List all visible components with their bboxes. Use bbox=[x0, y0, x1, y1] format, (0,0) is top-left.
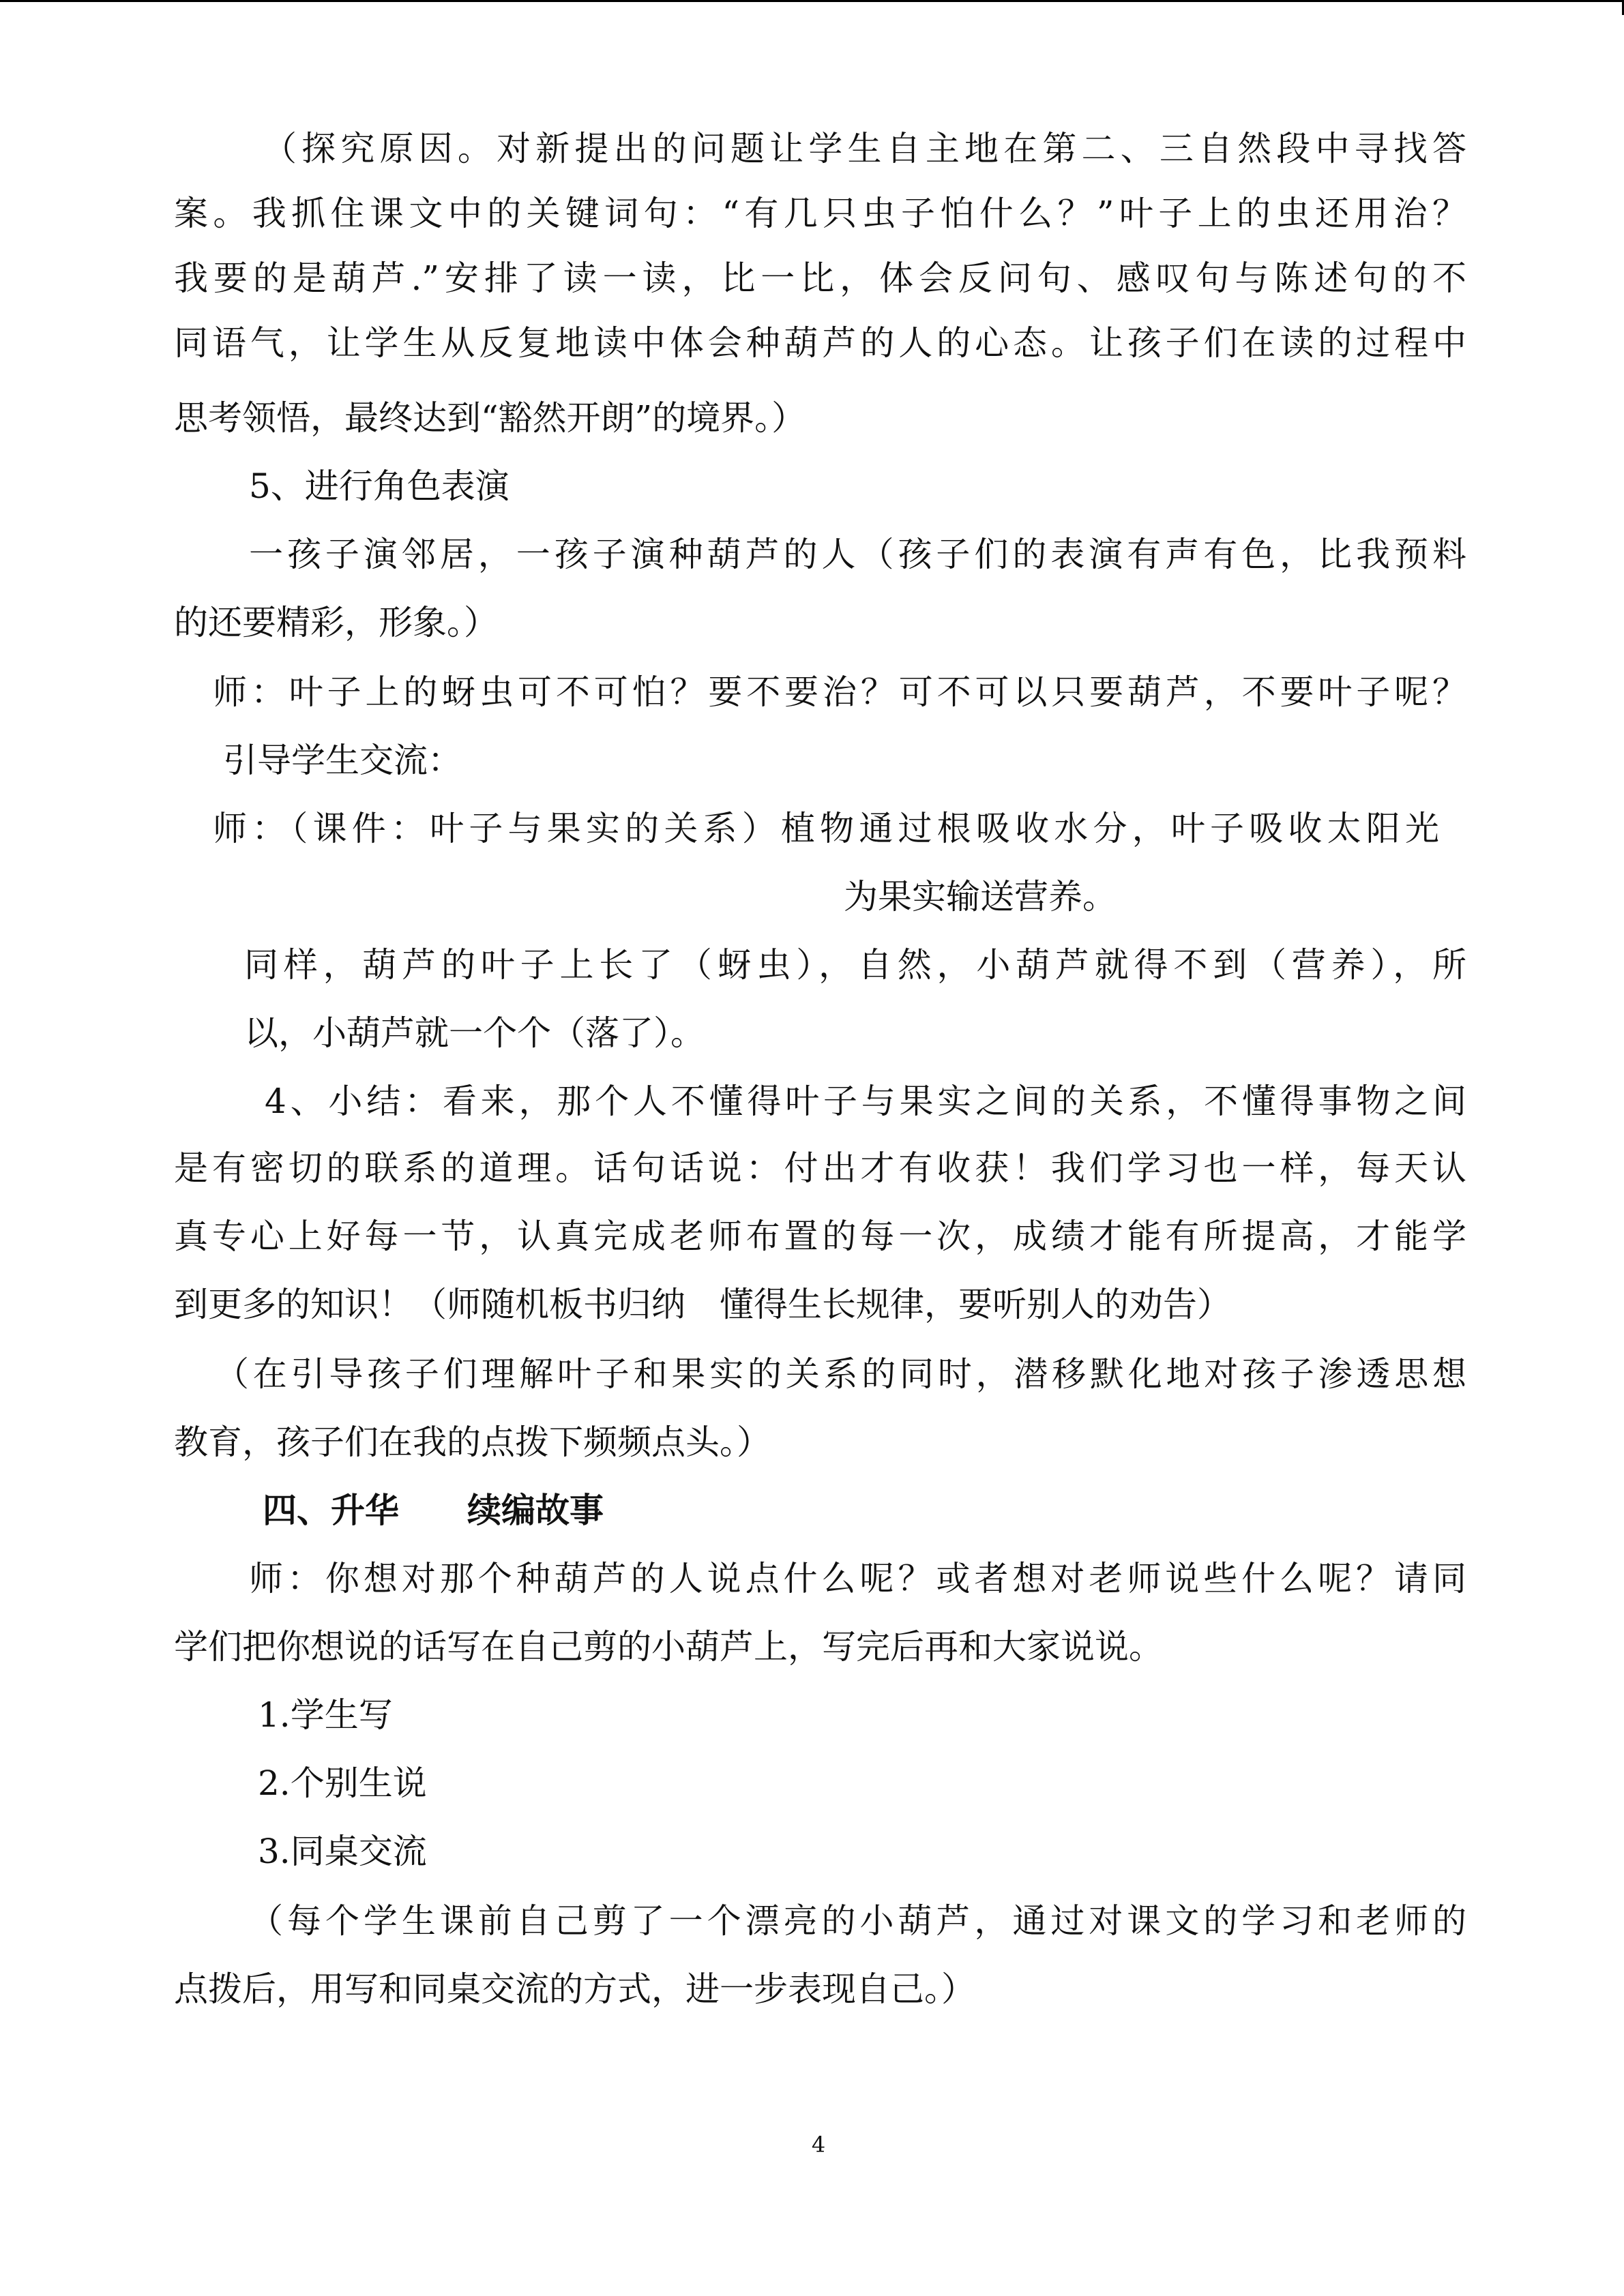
paragraph-line: 是有密切的联系的道理。话句话说：付出才有收获！我们学习也一样，每天认 bbox=[174, 1148, 1466, 1188]
list-item: 1.学生写 bbox=[258, 1695, 393, 1735]
paragraph-line: 引导学生交流： bbox=[223, 741, 462, 780]
page-number: 4 bbox=[811, 2132, 826, 2158]
paragraph-line: 案。我抓住课文中的关键词句：“有几只虫子怕什么？”叶子上的虫还用治？ bbox=[174, 194, 1466, 233]
paragraph-line: （探究原因。对新提出的问题让学生自主地在第二、三自然段中寻找答 bbox=[263, 129, 1466, 168]
paragraph-line: 思考领悟，最终达到“豁然开朗”的境界。） bbox=[174, 398, 806, 438]
list-item: 2.个别生说 bbox=[258, 1763, 427, 1803]
paragraph-line: 4、小结：看来，那个人不懂得叶子与果实之间的关系，不懂得事物之间 bbox=[265, 1082, 1466, 1121]
paragraph-line: 学们把你想说的话写在自己剪的小葫芦上，写完后再和大家说说。 bbox=[174, 1627, 1163, 1667]
list-item: 3.同桌交流 bbox=[258, 1832, 427, 1871]
paragraph-line: 为果实输送营养。 bbox=[844, 877, 1117, 916]
paragraph-line: 教育，孩子们在我的点拨下频频点头。） bbox=[174, 1422, 771, 1462]
paragraph-line: 一孩子演邻居，一孩子演种葫芦的人（孩子们的表演有声有色，比我预料 bbox=[249, 535, 1466, 574]
paragraph-line: 的还要精彩，形象。） bbox=[174, 603, 498, 642]
paragraph-line: 到更多的知识！（师随机板书归纳 懂得生长规律，要听别人的劝告） bbox=[174, 1285, 1231, 1324]
paragraph-line: 师：你想对那个种葫芦的人说点什么呢？或者想对老师说些什么呢？请同 bbox=[249, 1559, 1466, 1598]
paragraph-line: 点拨后，用写和同桌交流的方式，进一步表现自己。） bbox=[174, 1969, 975, 2009]
section-heading: 5、进行角色表演 bbox=[249, 466, 510, 506]
paragraph-line: 师：叶子上的蚜虫可不可怕？要不要治？可不可以只要葫芦，不要叶子呢？ bbox=[213, 672, 1466, 712]
paragraph-line: 我要的是葫芦.”安排了读一读，比一比，体会反问句、感叹句与陈述句的不 bbox=[174, 258, 1466, 298]
paragraph-line: （每个学生课前自己剪了一个漂亮的小葫芦，通过对课文的学习和老师的 bbox=[249, 1901, 1466, 1941]
paragraph-line: 师：（课件：叶子与果实的关系）植物通过根吸收水分，叶子吸收太阳光 bbox=[213, 809, 1439, 848]
section-heading: 四、升华 续编故事 bbox=[263, 1490, 604, 1530]
page-top-border bbox=[0, 0, 1624, 2]
paragraph-line: 以，小葫芦就一个个（落了）。 bbox=[244, 1013, 705, 1053]
paragraph-line: （在引导孩子们理解叶子和果实的关系的同时，潜移默化地对孩子渗透思想 bbox=[215, 1354, 1466, 1394]
paragraph-line: 真专心上好每一节，认真完成老师布置的每一次，成绩才能有所提高，才能学 bbox=[174, 1217, 1466, 1256]
paragraph-line: 同样，葫芦的叶子上长了（蚜虫），自然，小葫芦就得不到（营养），所 bbox=[244, 945, 1466, 985]
paragraph-line: 同语气，让学生从反复地读中体会种葫芦的人的心态。让孩子们在读的过程中 bbox=[174, 323, 1466, 363]
